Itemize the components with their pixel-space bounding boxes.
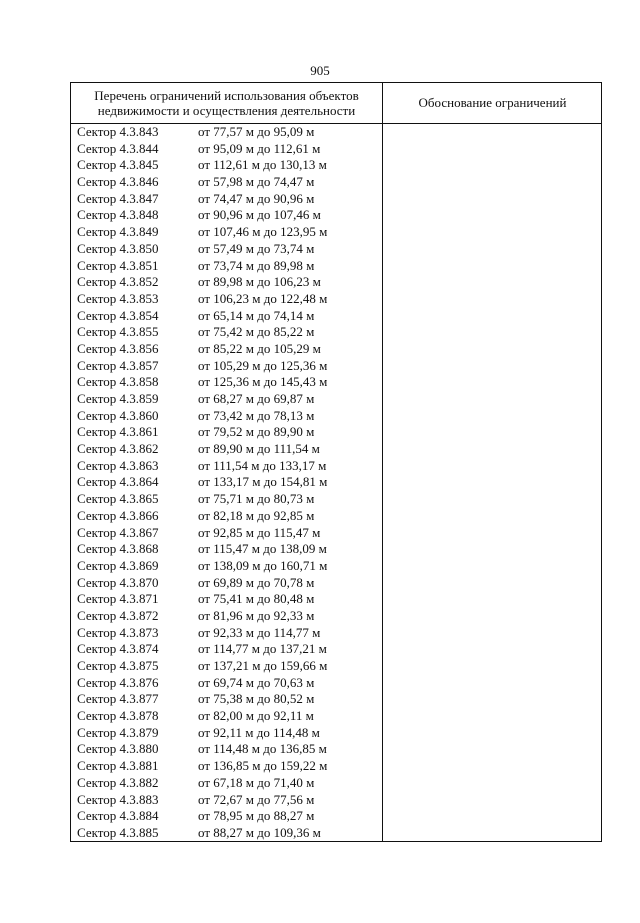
sector-label: Сектор 4.3.843 bbox=[77, 124, 159, 139]
sector-range: от 79,52 м до 89,90 м bbox=[198, 424, 315, 440]
table-row bbox=[77, 408, 377, 425]
table-row bbox=[77, 808, 377, 825]
sector-label: Сектор 4.3.862 bbox=[77, 441, 159, 457]
sector-range: от 88,27 м до 109,36 м bbox=[198, 824, 321, 840]
sector-label: Сектор 4.3.855 bbox=[77, 324, 159, 340]
table-row bbox=[77, 391, 377, 408]
table-row bbox=[77, 708, 377, 725]
sector-label: Сектор 4.3.868 bbox=[77, 541, 159, 557]
table-row bbox=[77, 441, 377, 458]
sector-label: Сектор 4.3.854 bbox=[77, 307, 159, 323]
sector-range: от 81,96 м до 92,33 м bbox=[198, 607, 315, 623]
table-row bbox=[77, 224, 377, 241]
sector-label: Сектор 4.3.866 bbox=[77, 507, 159, 523]
sector-label: Сектор 4.3.856 bbox=[77, 340, 159, 356]
sector-range: от 78,95 м до 88,27 м bbox=[198, 808, 315, 824]
sector-range: от 112,61 м до 130,13 м bbox=[198, 157, 327, 173]
sector-range: от 133,17 м до 154,81 м bbox=[198, 474, 328, 490]
header-left-line1: Перечень ограничений использования объектов bbox=[94, 88, 359, 103]
column-divider bbox=[382, 83, 383, 841]
sector-label: Сектор 4.3.853 bbox=[77, 290, 159, 306]
sector-label: Сектор 4.3.869 bbox=[77, 557, 159, 573]
sector-range: от 65,14 м до 74,14 м bbox=[198, 307, 315, 323]
sector-range: от 89,90 м до 111,54 м bbox=[198, 441, 320, 457]
sector-range: от 105,29 м до 125,36 м bbox=[198, 357, 328, 373]
sector-label: Сектор 4.3.871 bbox=[77, 591, 159, 607]
sector-label: Сектор 4.3.884 bbox=[77, 808, 159, 824]
sector-label: Сектор 4.3.872 bbox=[77, 607, 159, 623]
table-row bbox=[77, 358, 377, 375]
sector-range: от 106,23 м до 122,48 м bbox=[198, 290, 328, 306]
sector-range: от 136,85 м до 159,22 м bbox=[198, 758, 328, 774]
table-row bbox=[77, 274, 377, 291]
table-row bbox=[77, 141, 377, 158]
table-row bbox=[77, 641, 377, 658]
sector-range: от 69,89 м до 70,78 м bbox=[198, 574, 315, 590]
header-restrictions-list bbox=[71, 83, 382, 123]
sector-label: Сектор 4.3.865 bbox=[77, 491, 159, 507]
sector-range: от 57,49 м до 73,74 м bbox=[198, 240, 315, 256]
table-row bbox=[77, 625, 377, 642]
table-row bbox=[77, 341, 377, 358]
sector-range: от 92,33 м до 114,77 м bbox=[198, 624, 321, 640]
sector-label: Сектор 4.3.874 bbox=[77, 641, 159, 657]
table-row bbox=[77, 691, 377, 708]
sector-range: от 82,00 м до 92,11 м bbox=[198, 708, 314, 724]
sector-label: Сектор 4.3.882 bbox=[77, 774, 159, 790]
sector-range: от 114,77 м до 137,21 м bbox=[198, 641, 327, 657]
sector-label: Сектор 4.3.850 bbox=[77, 240, 159, 256]
sector-label: Сектор 4.3.858 bbox=[77, 374, 159, 390]
table-row bbox=[77, 124, 377, 141]
table-row bbox=[77, 741, 377, 758]
table-row bbox=[77, 508, 377, 525]
sector-range: от 92,85 м до 115,47 м bbox=[198, 524, 321, 540]
sector-label: Сектор 4.3.875 bbox=[77, 658, 159, 673]
sector-range: от 115,47 м до 138,09 м bbox=[198, 541, 327, 557]
sector-label: Сектор 4.3.859 bbox=[77, 391, 159, 406]
table-row bbox=[77, 541, 377, 558]
header-justification: Обоснование ограничений bbox=[418, 95, 567, 110]
sector-range: от 75,71 м до 80,73 м bbox=[198, 491, 315, 507]
sector-range: от 73,74 м до 89,98 м bbox=[198, 257, 315, 273]
table-row bbox=[77, 324, 377, 341]
table-row bbox=[77, 792, 377, 809]
sector-range: от 68,27 м до 69,87 м bbox=[198, 391, 315, 406]
table-row bbox=[77, 591, 377, 608]
table-row bbox=[77, 258, 377, 275]
sector-label: Сектор 4.3.860 bbox=[77, 407, 159, 423]
sector-label: Сектор 4.3.861 bbox=[77, 424, 159, 440]
table-row bbox=[77, 658, 377, 675]
table-row bbox=[77, 575, 377, 592]
sector-label: Сектор 4.3.844 bbox=[77, 140, 159, 156]
header-left-line2: недвижимости и осуществления деятельности bbox=[97, 103, 356, 118]
sector-range: от 75,42 м до 85,22 м bbox=[198, 324, 315, 340]
restrictions-table bbox=[70, 82, 602, 842]
table-row bbox=[77, 525, 377, 542]
sector-range: от 92,11 м до 114,48 м bbox=[198, 724, 320, 740]
table-body bbox=[77, 124, 377, 842]
table-row bbox=[77, 474, 377, 491]
sector-range: от 114,48 м до 136,85 м bbox=[198, 741, 327, 757]
sector-range: от 85,22 м до 105,29 м bbox=[198, 340, 321, 356]
sector-label: Сектор 4.3.885 bbox=[77, 824, 159, 840]
sector-range: от 69,74 м до 70,63 м bbox=[198, 674, 315, 690]
table-row bbox=[77, 608, 377, 625]
table-row bbox=[77, 207, 377, 224]
sector-range: от 125,36 м до 145,43 м bbox=[198, 374, 328, 390]
sector-label: Сектор 4.3.857 bbox=[77, 357, 159, 373]
table-row bbox=[77, 374, 377, 391]
sector-label: Сектор 4.3.877 bbox=[77, 691, 159, 707]
table-row bbox=[77, 291, 377, 308]
sector-label: Сектор 4.3.851 bbox=[77, 257, 159, 273]
sector-label: Сектор 4.3.880 bbox=[77, 741, 159, 757]
sector-label: Сектор 4.3.879 bbox=[77, 724, 159, 740]
sector-range: от 95,09 м до 112,61 м bbox=[198, 140, 321, 156]
table-row bbox=[77, 675, 377, 692]
sector-label: Сектор 4.3.852 bbox=[77, 274, 159, 290]
sector-range: от 75,38 м до 80,52 м bbox=[198, 691, 315, 707]
sector-label: Сектор 4.3.881 bbox=[77, 758, 159, 774]
sector-label: Сектор 4.3.848 bbox=[77, 207, 159, 223]
sector-range: от 67,18 м до 71,40 м bbox=[198, 774, 315, 790]
sector-range: от 74,47 м до 90,96 м bbox=[198, 190, 315, 206]
sector-label: Сектор 4.3.867 bbox=[77, 524, 159, 540]
table-row bbox=[77, 308, 377, 325]
table-row bbox=[77, 775, 377, 792]
sector-label: Сектор 4.3.847 bbox=[77, 190, 159, 206]
sector-label: Сектор 4.3.873 bbox=[77, 624, 159, 640]
table-row bbox=[77, 458, 377, 475]
table-row bbox=[77, 825, 377, 842]
sector-label: Сектор 4.3.878 bbox=[77, 708, 159, 724]
sector-label: Сектор 4.3.870 bbox=[77, 574, 159, 590]
table-row bbox=[77, 191, 377, 208]
sector-range: от 138,09 м до 160,71 м bbox=[198, 557, 328, 573]
sector-range: от 90,96 м до 107,46 м bbox=[198, 207, 321, 223]
sector-label: Сектор 4.3.876 bbox=[77, 674, 159, 690]
sector-range: от 72,67 м до 77,56 м bbox=[198, 791, 315, 807]
table-row bbox=[77, 725, 377, 742]
table-row bbox=[77, 558, 377, 575]
sector-range: от 82,18 м до 92,85 м bbox=[198, 507, 315, 523]
page-number: 905 bbox=[310, 63, 330, 78]
sector-range: от 57,98 м до 74,47 м bbox=[198, 174, 315, 190]
sector-range: от 75,41 м до 80,48 м bbox=[198, 591, 315, 607]
sector-label: Сектор 4.3.863 bbox=[77, 457, 159, 473]
sector-label: Сектор 4.3.864 bbox=[77, 474, 159, 490]
sector-label: Сектор 4.3.849 bbox=[77, 224, 159, 240]
table-row bbox=[77, 241, 377, 258]
sector-range: от 77,57 м до 95,09 м bbox=[198, 124, 315, 139]
table-row bbox=[77, 491, 377, 508]
sector-label: Сектор 4.3.845 bbox=[77, 157, 159, 173]
sector-range: от 137,21 м до 159,66 м bbox=[198, 658, 328, 673]
sector-range: от 73,42 м до 78,13 м bbox=[198, 407, 315, 423]
sector-label: Сектор 4.3.883 bbox=[77, 791, 159, 807]
table-row bbox=[77, 424, 377, 441]
sector-range: от 111,54 м до 133,17 м bbox=[198, 457, 327, 473]
table-row bbox=[77, 758, 377, 775]
table-row bbox=[77, 157, 377, 174]
sector-range: от 89,98 м до 106,23 м bbox=[198, 274, 321, 290]
table-row bbox=[77, 174, 377, 191]
sector-range: от 107,46 м до 123,95 м bbox=[198, 224, 328, 240]
sector-label: Сектор 4.3.846 bbox=[77, 174, 159, 190]
